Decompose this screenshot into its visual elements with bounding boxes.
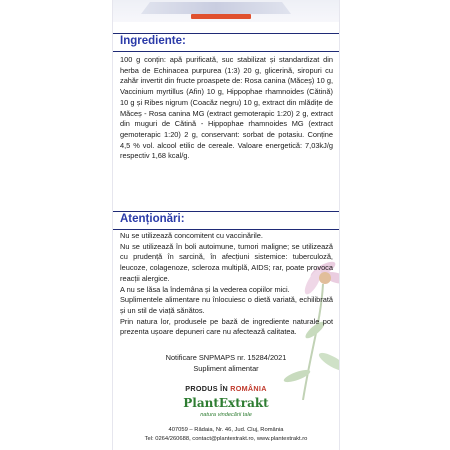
warnings-header: [113, 211, 339, 230]
company-contact: Tel: 0264/260688, contact@plantextrakt.ro, www.plantextrakt.ro: [144, 436, 308, 442]
product-label: [112, 0, 340, 450]
box-top-flap: [113, 0, 339, 22]
warning-line: A nu se lăsa la îndemâna și la vederea copiilor mici.: [120, 284, 290, 294]
product-name-logo: [141, 2, 291, 14]
made-in-prefix: PRODUS ÎN: [185, 384, 228, 393]
brand-logo: PlantExtrakt: [183, 396, 269, 410]
ingredients-header: [113, 33, 339, 52]
warning-line: Nu se utilizează concomitent cu vaccinările.: [120, 231, 263, 240]
warnings-title: Atenționări:: [120, 213, 185, 225]
ingredients-text: 100 g conțin: apă purificată, suc stabilizat și standardizat din herba de Echinacea purpurea (1:3) 20 g, glicerină, siropuri cu zahăr invertit din fructe proaspete de: Rosa canina (Măceș) 10 g, Vaccinium myrtillus (Afin) 10 g, Hippophae rhamnoides (Cătină) 10 g și Ribes nigrum (Coacăz negru) 10 g, extract din mlădițe de Măceș - Rosa canina MG (extract gemoterapic 1:20) 2 g, extract din muguri de Cătină - Hippophae rhamnoides MG (extract gemoterapic 1:20) 2 g, conservant: sorbat de potasiu. Conține 4,5 % vol. alcool etilic de cereale. Valoare energetică: 7,03kJ/g respectiv 1,68 kcal/g.: [120, 55, 333, 161]
notification-number: Notificare SNPMAPS nr. 15284/2021: [165, 353, 287, 362]
made-in-country: ROMÂNIA: [230, 384, 267, 393]
made-in-label: [113, 384, 339, 393]
ingredients-title: Ingrediente:: [120, 35, 186, 47]
company-address: 407059 – Rădaia, Nr. 46, Jud. Cluj, România: [168, 427, 284, 433]
warning-line: Prin natura lor, produsele pe bază de ingrediente naturale pot prezenta ușoare depuneri care nu afectează calitatea.: [120, 316, 333, 337]
warning-line: Nu se utilizează în boli autoimune, tumori maligne; se utilizează cu prudență în sarcină, în afecțiuni sistemice: tuberculoză, leucoze, colagenoze, scleroza multiplă, AIDS; rar, poate provoca reacții alergice.: [120, 241, 333, 283]
brand-tagline: natura vindecării tale: [200, 412, 252, 418]
warnings-text: [120, 231, 333, 338]
supplement-type: Supliment alimentar: [193, 364, 259, 373]
warning-line: Suplimentele alimentare nu înlocuiesc o dietă variată, echilibrată și un stil de viață sănătos.: [120, 295, 333, 315]
red-accent-stripe: [191, 14, 251, 19]
